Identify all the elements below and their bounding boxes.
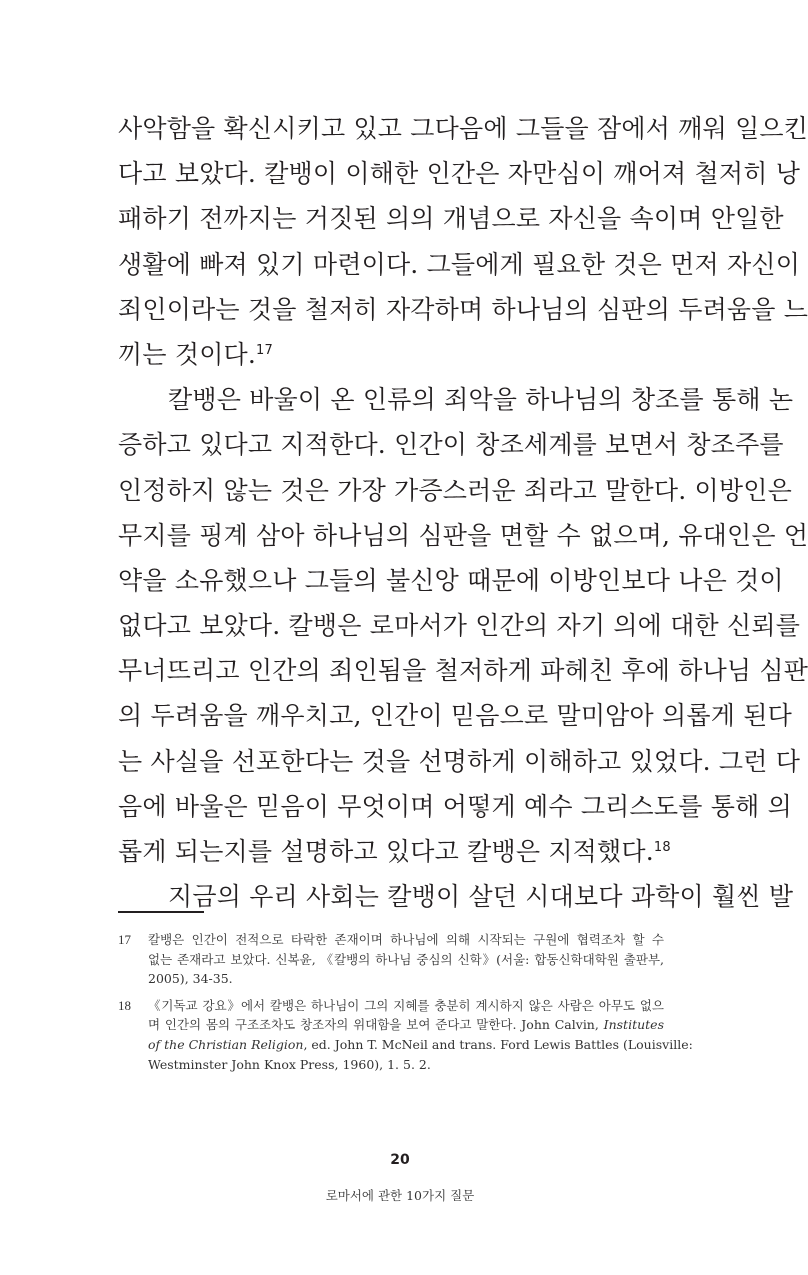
footnote-line: 2005), 34-35. <box>148 971 233 987</box>
text-line <box>118 829 688 874</box>
text-line-content: 롭게 되는지를 설명하고 있다고 칼뱅은 지적했다. <box>118 837 654 866</box>
footnote-text: , ed. John T. McNeil and trans. Ford Lewis Battles (Louisville: <box>303 1036 693 1052</box>
footnote-line: 칼뱅은 인간이 전적으로 타락한 존재이며 하나님에 의해 시작되는 구원에 협력조차 할 수 <box>148 932 664 947</box>
footnote-17 <box>118 930 664 989</box>
text-line-content: 끼는 것이다. <box>118 339 257 369</box>
text-line: 생활에 빠져 있기 마련이다. 그들에게 필요한 것은 먼저 자신이 <box>118 249 801 279</box>
paragraph-2 <box>118 377 808 874</box>
body-text <box>118 106 808 919</box>
footnote-number: 17 <box>118 932 131 947</box>
footnote-ref-17[interactable]: 17 <box>256 342 273 358</box>
text-line: 증하고 있다고 지적한다. 인간이 창조세계를 보면서 창조주를 <box>118 430 784 460</box>
text-line: 음에 바울은 믿음이 무엇이며 어떻게 예수 그리스도를 통해 의 <box>118 791 792 821</box>
text-line: 인정하지 않는 것은 가장 가증스러운 죄라고 말한다. 이방인은 <box>118 475 792 505</box>
text-line: 지금의 우리 사회는 칼뱅이 살던 시대보다 과학이 훨씬 발 <box>168 882 794 912</box>
footnote-line: Westminster John Knox Press, 1960), 1. 5. 2. <box>148 1056 431 1072</box>
footnote-line: 《기독교 강요》에서 칼뱅은 하나님이 그의 지혜를 충분히 계시하지 않은 사람은 아무도 없으 <box>148 997 664 1013</box>
footnote-18 <box>118 996 693 1074</box>
footnote-ref-18[interactable]: 18 <box>653 840 671 855</box>
text-line: 죄인이라는 것을 철저히 자각하며 하나님의 심판의 두려움을 느 <box>118 294 808 324</box>
text-line: 무너뜨리고 인간의 죄인됨을 철저하게 파헤친 후에 하나님 심판 <box>118 656 808 686</box>
footnote-divider <box>118 911 204 913</box>
running-footer: 로마서에 관한 10가지 질문 <box>325 1188 475 1203</box>
paragraph-1 <box>118 106 808 377</box>
footnote-line <box>148 1015 664 1035</box>
text-line: 다고 보았다. 칼뱅이 이해한 인간은 자만심이 깨어져 철저히 낭 <box>118 159 801 189</box>
footnote-line: 없는 존재라고 보았다. 신복윤, 《칼뱅의 하나님 중심의 신학》(서울: 합동신학대학원 출판부, <box>148 951 664 967</box>
text-line: 사악함을 확신시키고 있고 그다음에 그들을 잠에서 깨워 일으킨 <box>118 114 808 143</box>
text-line: 칼뱅은 바울이 온 인류의 죄악을 하나님의 창조를 통해 논 <box>168 385 794 415</box>
text-line: 의 두려움을 깨우치고, 인간이 믿음으로 말미암아 의롭게 된다 <box>118 701 792 731</box>
footnote-text: 며 인간의 몸의 구조조차도 창조자의 위대함을 보여 준다고 말한다. John Calvin, <box>148 1017 604 1033</box>
text-line: 패하기 전까지는 거짓된 의의 개념으로 자신을 속이며 안일한 <box>118 204 784 234</box>
book-title-italic: Institutes <box>603 1017 664 1033</box>
footnote-number: 18 <box>118 997 131 1013</box>
page-number: 20 <box>390 1152 410 1168</box>
footnotes <box>118 930 693 1081</box>
footnote-line <box>148 1035 693 1055</box>
text-line: 약을 소유했으나 그들의 불신앙 때문에 이방인보다 나은 것이 <box>118 565 784 595</box>
text-line: 는 사실을 선포한다는 것을 선명하게 이해하고 있었다. 그런 다 <box>118 746 801 776</box>
text-line: 없다고 보았다. 칼뱅은 로마서가 인간의 자기 의에 대한 신뢰를 <box>118 611 801 641</box>
text-line: 무지를 핑계 삼아 하나님의 심판을 면할 수 없으며, 유대인은 언 <box>118 520 808 550</box>
book-title-italic: of the Christian Religion <box>148 1036 304 1052</box>
text-line <box>118 332 688 377</box>
